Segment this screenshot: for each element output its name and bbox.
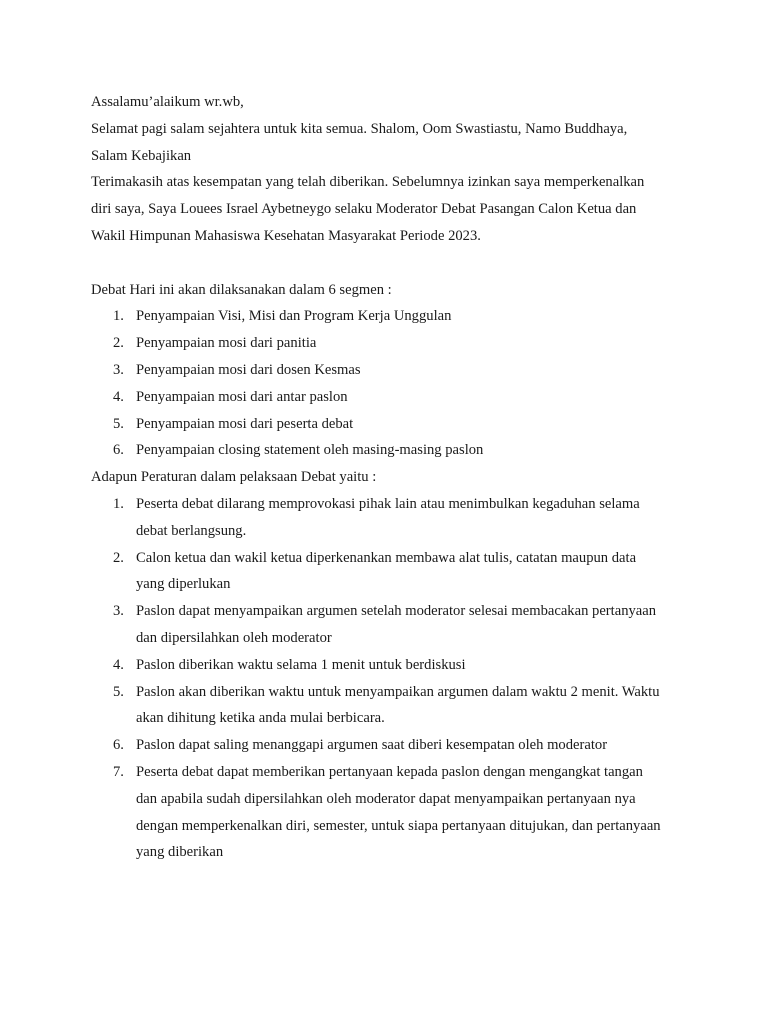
list-number: 3. bbox=[113, 361, 124, 378]
intro-line: diri saya, Saya Louees Israel Aybetneygo selaku Moderator Debat Pasangan Calon Ketua dan bbox=[91, 201, 637, 218]
segments-heading: Debat Hari ini akan dilaksanakan dalam 6 segmen : bbox=[91, 281, 392, 298]
intro-line: Terimakasih atas kesempatan yang telah diberikan. Sebelumnya izinkan saya memperkenalkan bbox=[91, 174, 645, 191]
list-item-text: dan apabila sudah dipersilahkan oleh moderator dapat menyampaikan pertanyaan nya bbox=[136, 790, 636, 807]
list-number: 7. bbox=[113, 763, 124, 780]
list-item bbox=[91, 330, 679, 357]
list-item-text: Peserta debat dapat memberikan pertanyaan kepada paslon dengan mengangkat tangan bbox=[136, 763, 643, 780]
list-item-text: Penyampaian Visi, Misi dan Program Kerja Unggulan bbox=[136, 308, 452, 325]
list-number: 5. bbox=[113, 683, 124, 700]
list-item bbox=[91, 303, 679, 330]
list-item bbox=[91, 598, 679, 652]
list-item-text: Paslon akan diberikan waktu untuk menyampaikan argumen dalam waktu 2 menit. Waktu bbox=[136, 683, 660, 700]
list-number: 6. bbox=[113, 737, 124, 754]
list-number: 6. bbox=[113, 442, 124, 459]
list-number: 2. bbox=[113, 549, 124, 566]
blank-line bbox=[91, 250, 679, 277]
list-item-text: akan dihitung ketika anda mulai berbicara. bbox=[136, 710, 385, 727]
list-item-text: Penyampaian mosi dari peserta debat bbox=[136, 415, 354, 432]
rules-list bbox=[91, 491, 679, 866]
list-item-text: debat berlangsung. bbox=[136, 522, 247, 539]
list-item-text: Penyampaian mosi dari panitia bbox=[136, 335, 317, 352]
rules-heading: Adapun Peraturan dalam pelaksaan Debat yaitu : bbox=[91, 469, 377, 486]
list-item bbox=[91, 679, 679, 733]
greeting-line: Assalamu’alaikum wr.wb, bbox=[91, 94, 244, 110]
list-number: 4. bbox=[113, 388, 124, 405]
list-number: 1. bbox=[113, 495, 124, 512]
list-item-text: yang diberikan bbox=[136, 844, 224, 861]
list-item-text: Penyampaian closing statement oleh masing-masing paslon bbox=[136, 442, 484, 459]
document-page bbox=[91, 89, 679, 866]
list-item-text: Paslon diberikan waktu selama 1 menit untuk berdiskusi bbox=[136, 656, 466, 673]
list-item-text: Penyampaian mosi dari dosen Kesmas bbox=[136, 361, 361, 378]
list-item bbox=[91, 732, 679, 759]
list-item-text: Paslon dapat saling menanggapi argumen saat diberi kesempatan oleh moderator bbox=[136, 737, 608, 754]
intro-line: Selamat pagi salam sejahtera untuk kita semua. Shalom, Oom Swastiastu, Namo Buddhaya, bbox=[91, 120, 628, 137]
list-item-text: yang diperlukan bbox=[136, 576, 231, 593]
list-item bbox=[91, 357, 679, 384]
intro-line: Salam Kebajikan bbox=[91, 147, 192, 164]
list-number: 5. bbox=[113, 415, 124, 432]
list-item-text: dan dipersilahkan oleh moderator bbox=[136, 629, 332, 646]
list-item bbox=[91, 491, 679, 545]
list-number: 3. bbox=[113, 603, 124, 620]
list-item-text: dengan memperkenalkan diri, semester, untuk siapa pertanyaan ditujukan, dan pertanyaan bbox=[136, 817, 661, 834]
list-item bbox=[91, 437, 679, 464]
segments-list bbox=[91, 303, 679, 464]
list-item bbox=[91, 652, 679, 679]
list-number: 4. bbox=[113, 656, 124, 673]
list-item bbox=[91, 545, 679, 599]
list-item-text: Calon ketua dan wakil ketua diperkenankan membawa alat tulis, catatan maupun data bbox=[136, 549, 637, 566]
list-item bbox=[91, 759, 679, 866]
list-item-text: Paslon dapat menyampaikan argumen setelah moderator selesai membacakan pertanyaan bbox=[136, 603, 657, 620]
intro-line: Wakil Himpunan Mahasiswa Kesehatan Masyarakat Periode 2023. bbox=[91, 227, 481, 244]
list-number: 2. bbox=[113, 335, 124, 352]
list-item bbox=[91, 411, 679, 438]
list-number: 1. bbox=[113, 308, 124, 325]
list-item-text: Peserta debat dilarang memprovokasi pihak lain atau menimbulkan kegaduhan selama bbox=[136, 495, 640, 512]
list-item bbox=[91, 384, 679, 411]
list-item-text: Penyampaian mosi dari antar paslon bbox=[136, 388, 348, 405]
